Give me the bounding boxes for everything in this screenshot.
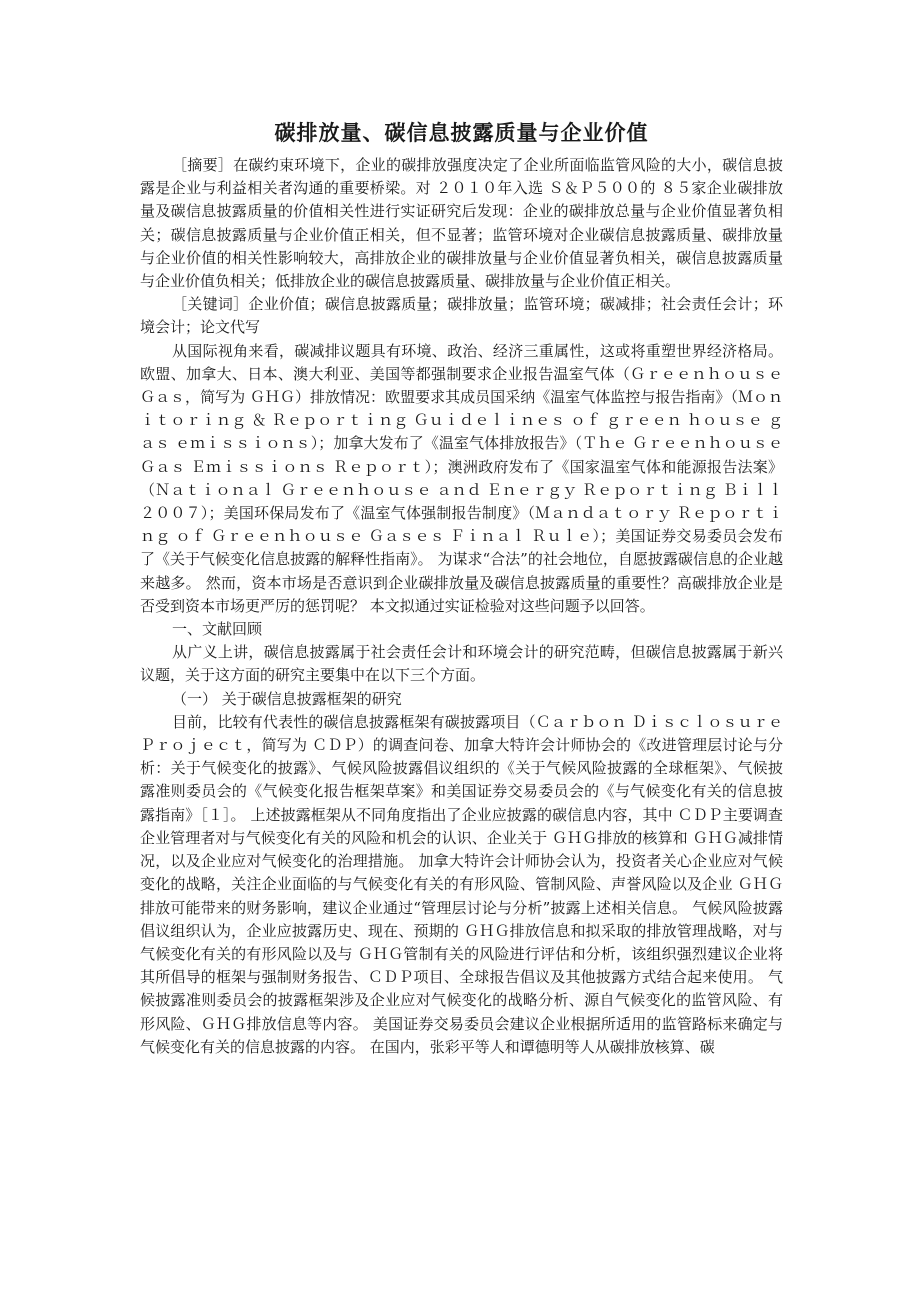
keywords-paragraph: ［关键词］企业价值；碳信息披露质量；碳排放量；监管环境；碳减排；社会责任会计；环境会计；论文代写	[140, 295, 783, 337]
abstract-paragraph: ［摘要］在碳约束环境下，企业的碳排放强度决定了企业所面临监管风险的大小，碳信息披露是企业与利益相关者沟通的重要桥梁。对 ２０１０年入选 Ｓ＆Ｐ５００的 ８５家企业碳排放量及碳信息披露质量的价值相关性进行实证研究后发现：企业的碳排放总量与企业价值显著负相关；碳信息披露质量与企业价值正相关，但不显著；监管环境对企业碳信息披露质量、碳排放量与企业价值的相关性影响较大，高排放企业的碳排放量与企业价值显著负相关，碳信息披露质量与企业价值负相关；低排放企业的碳信息披露质量、碳排放量与企业价值正相关。	[140, 156, 783, 291]
subsection-heading-disclosure-framework: （一） 关于碳信息披露框架的研究	[172, 689, 402, 708]
document-title: 碳排放量、碳信息披露质量与企业价值	[274, 120, 649, 145]
section-heading-literature-review: 一、文献回顾	[172, 620, 263, 639]
section-intro-paragraph: 从广义上讲，碳信息披露属于社会责任会计和环境会计的研究范畴，但碳信息披露属于新兴议题，关于这方面的研究主要集中在以下三个方面。	[140, 643, 783, 685]
intro-paragraph: 从国际视角来看，碳减排议题具有环境、政治、经济三重属性，这或将重塑世界经济格局。欧盟、加拿大、日本、澳大利亚、美国等都强制要求企业报告温室气体（Ｇｒｅｅｎｈｏｕｓｅ Ｇａｓ，简写为 ＧＨＧ）排放情况：欧盟要求其成员国采纳《温室气体监控与报告指南》（Ｍｏｎｉｔｏｒｉｎｇ ＆ Ｒｅｐｏｒｔｉｎｇ Ｇｕｉｄｅｌｉｎｅｓ ｏｆ ｇｒｅｅｎ ｈｏｕｓｅ ｇａｓ ｅｍｉｓｓｉｏｎｓ）；加拿大发布了《温室气体排放报告》（Ｔｈｅ Ｇｒｅｅｎｈｏｕｓｅ Ｇａｓ Ｅｍｉｓｓｉｏｎｓ Ｒｅｐｏｒｔ）；澳洲政府发布了《国家温室气体和能源报告法案》（Ｎａｔｉｏｎａｌ Ｇｒｅｅｎｈｏｕｓｅ ａｎｄ Ｅｎｅｒｇｙ Ｒｅｐｏｒｔｉｎｇ Ｂｉｌｌ ２００７）；美国环保局发布了《温室气体强制报告制度》（Ｍａｎｄａｔｏｒｙ Ｒｅｐｏｒｔｉｎｇ ｏｆ Ｇｒｅｅｎｈｏｕｓｅ Ｇａｓｅｓ Ｆｉｎａｌ Ｒｕｌｅ）；美国证券交易委员会发布了《关于气候变化信息披露的解释性指南》。 为谋求“合法”的社会地位，自愿披露碳信息的企业越来越多。 然而，资本市场是否意识到企业碳排放量及碳信息披露质量的重要性？高碳排放企业是否受到资本市场更严厉的惩罚呢？ 本文拟通过实证检验对这些问题予以回答。	[140, 341, 783, 615]
subsection-body-paragraph: 目前，比较有代表性的碳信息披露框架有碳披露项目（Ｃａｒｂｏｎ Ｄｉｓｃｌｏｓｕｒｅ Ｐｒｏｊｅｃｔ，简写为 ＣＤＰ）的调查问卷、加拿大特许会计师协会的《改进管理层讨论与分析：关于气候变化的披露》、气候风险披露倡议组织的《关于气候风险披露的全球框架》、气候披露准则委员会的《气候变化报告框架草案》和美国证券交易委员会的《与气候变化有关的信息披露指南》［１］。 上述披露框架从不同角度指出了企业应披露的碳信息内容，其中 ＣＤＰ主要调查企业管理者对与气候变化有关的风险和机会的认识、企业关于 ＧＨＧ排放的核算和 ＧＨＧ减排情况，以及企业应对气候变化的治理措施。 加拿大特许会计师协会认为，投资者关心企业应对气候变化的战略，关注企业面临的与气候变化有关的有形风险、管制风险、声誉风险以及企业 ＧＨＧ排放可能带来的财务影响，建议企业通过“管理层讨论与分析”披露上述相关信息。 气候风险披露倡议组织认为，企业应披露历史、现在、预期的 ＧＨＧ排放信息和拟采取的排放管理战略，对与气候变化有关的有形风险以及与 ＧＨＧ管制有关的风险进行评估和分析，该组织强烈建议企业将其所倡导的框架与强制财务报告、ＣＤＰ项目、全球报告倡议及其他披露方式结合起来使用。 气候披露准则委员会的披露框架涉及企业应对气候变化的战略分析、源自气候变化的监管风险、有形风险、ＧＨＧ排放信息等内容。 美国证券交易委员会建议企业根据所适用的监管路标来确定与气候变化有关的信息披露的内容。 在国内，张彩平等人和谭德明等人从碳排放核算、碳	[140, 712, 783, 1056]
